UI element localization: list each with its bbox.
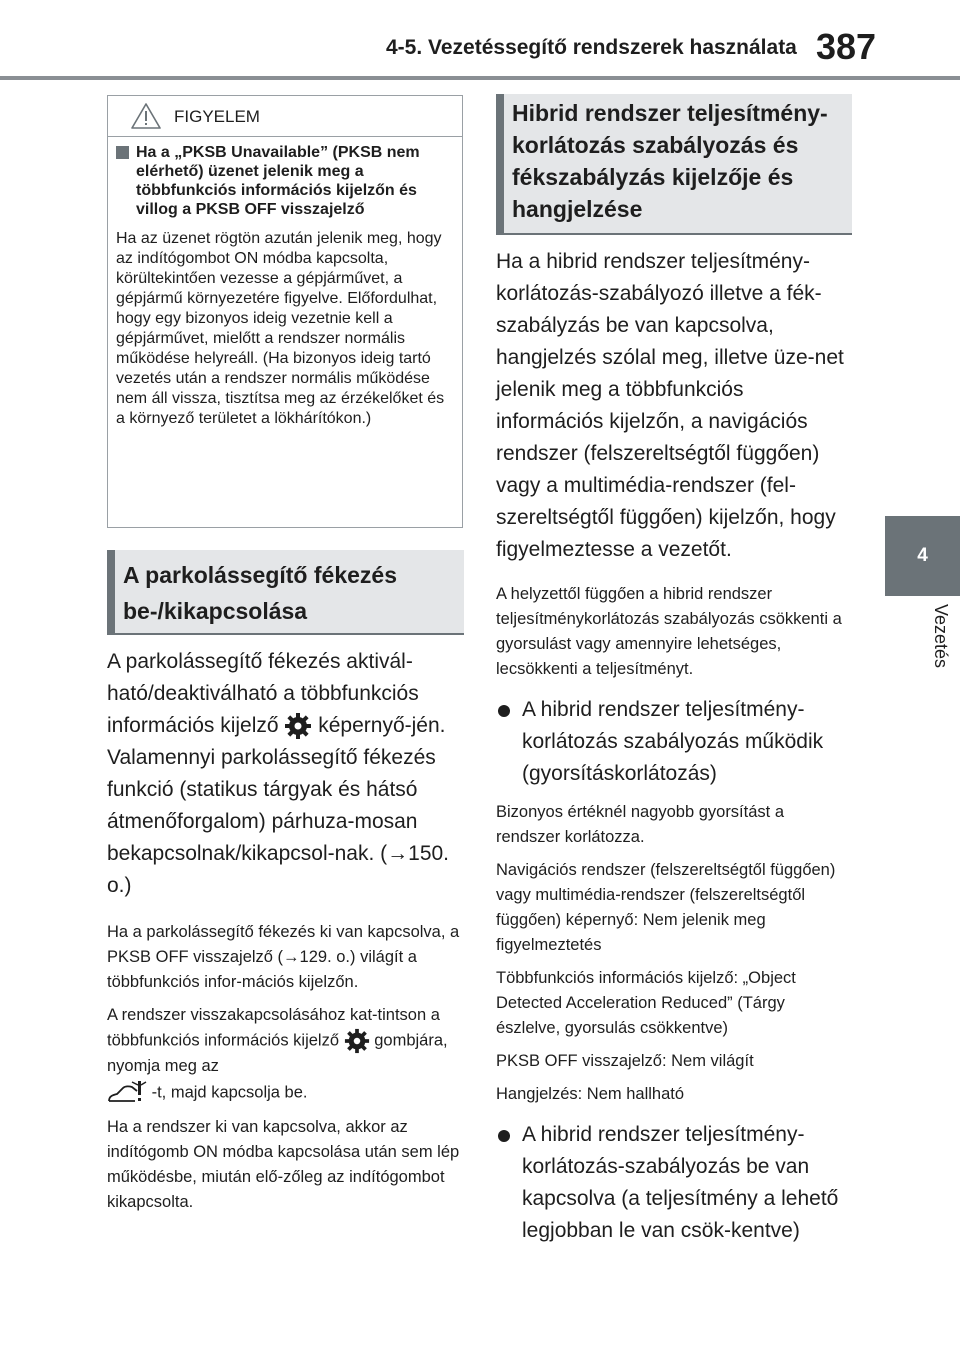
warning-box — [107, 95, 463, 528]
paragraph-text: -t, majd kapcsolja be. — [151, 1083, 308, 1102]
square-bullet-icon — [116, 146, 129, 159]
chapter-label: Vezetés — [931, 604, 951, 669]
paragraph-text: A parkolássegítő fékezés aktivál-ható/deaktiválható a többfunkciós információs kijelző — [107, 650, 419, 737]
paragraph — [107, 646, 464, 902]
car-brake-icon — [107, 1079, 147, 1107]
warning-title: FIGYELEM — [174, 107, 260, 126]
paragraph — [107, 1003, 464, 1107]
warning-subheading-text: Ha a „PKSB Unavailable” (PKSB nem elérhető) üzenet jelenik meg a többfunkciós információs kijelzőn és villog a PKSB OFF visszajelző — [136, 144, 420, 218]
chapter-tab: 4 — [885, 516, 960, 596]
settings-gear-icon — [284, 712, 312, 740]
warning-header — [108, 96, 462, 137]
bullet-item — [496, 1119, 852, 1247]
warning-triangle-icon — [130, 102, 162, 130]
warning-body: Ha az üzenet rögtön azután jelenik meg, hogy az indítógombot ON módba kapcsolta, körültekintően vezesse a gépjárművet, a gépjármű környezetére figyelve. Előfordulhat, hogy egy bizonyos ideig vezetnie kell a gépjárművet, mielőtt a rendszer normális működése helyreáll. (Ha bizonyos ideig tartó vezetés után a rendszer normális működése nem áll vissza, tisztítsa meg az érzékelőket és a környező területet a lökhárítókon.) — [116, 230, 445, 427]
section-heading-parking-brake — [107, 550, 464, 635]
bullet-item — [496, 694, 852, 790]
paragraph: Többfunkciós információs kijelző: „Object Detected Acceleration Reduced” (Tárgy észlelve, gyorsulás csökkentve) — [496, 969, 796, 1037]
header-rule — [0, 76, 960, 80]
paragraph-text: A rendszer visszakapcsolásához kat-tintson a többfunkciós információs kijelző — [107, 1006, 440, 1050]
header-title: 4-5. Vezetéssegítő rendszerek használata — [386, 36, 797, 59]
paragraph: Ha a rendszer ki van kapcsolva, akkor az indítógomb ON módba kapcsolása után sem lép működésbe, miután elő-zőleg az indítógombot kikapcsolta. — [107, 1118, 460, 1211]
section-heading-hybrid — [496, 94, 852, 235]
heading-accent-bar — [496, 94, 504, 233]
paragraph: Ha a parkolássegítő fékezés ki van kapcsolva, a PKSB OFF visszajelző (→129. o.) világít a többfunkciós infor-mációs kijelzőn. — [107, 923, 460, 991]
bullet-dot-icon — [498, 1130, 510, 1142]
paragraph: PKSB OFF visszajelző: Nem világít — [496, 1052, 754, 1070]
bullet-dot-icon — [498, 705, 510, 717]
page-number: 387 — [816, 26, 877, 67]
bullet-text: A hibrid rendszer teljesítmény-korlátozás-szabályozás be van kapcsolva (a teljesítmény a lehető legjobban le van csök-kentve) — [522, 1123, 839, 1242]
warning-subheading — [136, 143, 450, 219]
paragraph: Bizonyos értéknél nagyobb gyorsítást a rendszer korlátozza. — [496, 803, 785, 846]
paragraph-text: gombjára, nyomja meg az — [107, 1031, 448, 1075]
right-column — [496, 246, 852, 1257]
left-column — [107, 646, 464, 1215]
section-heading-text: A parkolássegítő fékezés be-/kikapcsolása — [123, 562, 397, 624]
heading-accent-bar — [107, 550, 115, 633]
section-heading-text: Hibrid rendszer teljesítmény-korlátozás szabályozás és fékszabályzás kijelzője és hangjelzése — [512, 100, 828, 222]
paragraph-text: képernyő-jén. Valamennyi parkolássegítő fékezés funkció (statikus tárgyak és hátsó átmenőforgalom) párhuza-mosan bekapcsolnak/kikapcsol-nak. (→150. o.) — [107, 714, 450, 897]
paragraph: Ha a hibrid rendszer teljesítmény-korlátozás-szabályozó illetve a fék-szabályzás be van kapcsolva, hangjelzés szólal meg, illetve üze-net jelenik meg a többfunkciós információs kijelzőn, a navigációs rendszer (felszereltségtől függően) vagy a multimédia-rendszer (fel-szereltségtől függően) kijelzőn, hogy figyelmeztesse a vezetőt. — [496, 250, 844, 561]
bullet-text: A hibrid rendszer teljesítmény-korlátozás szabályozás működik (gyorsításkorlátozás) — [522, 698, 824, 785]
settings-gear-icon — [344, 1028, 370, 1054]
paragraph: Hangjelzés: Nem hallható — [496, 1085, 685, 1103]
paragraph: Navigációs rendszer (felszereltségtől függően) vagy multimédia-rendszer (felszereltségtől függően) képernyő: Nem jelenik meg figyelmeztetés — [496, 861, 836, 954]
paragraph: A helyzettől függően a hibrid rendszer teljesítménykorlátozás szabályozás csökkenti a gyorsulást vagy amennyire lehetséges, lecsökkenti a teljesítményt. — [496, 585, 842, 678]
